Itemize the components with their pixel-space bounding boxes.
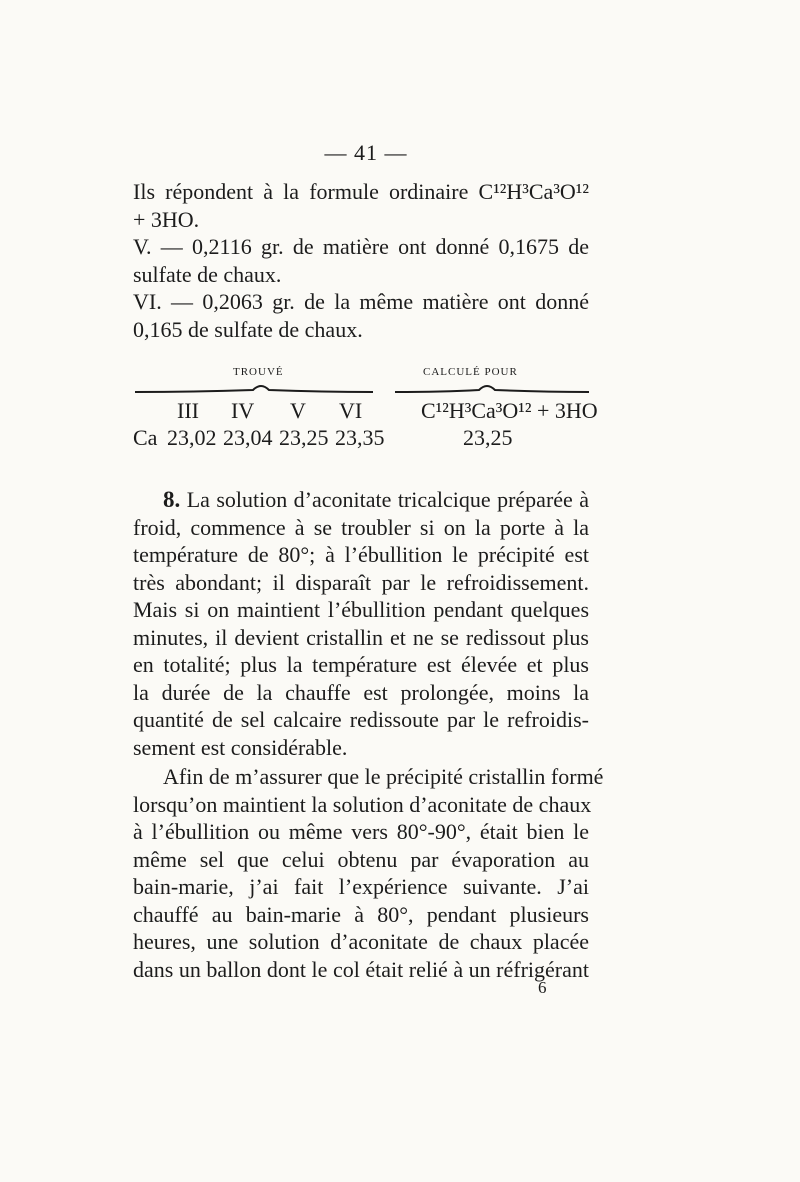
text-line: 0,165 de sulfate de chaux. — [133, 316, 363, 342]
section-8 — [133, 486, 589, 761]
signature-mark: 6 — [538, 978, 547, 997]
brace-rules — [133, 380, 589, 398]
text-line: quantité de sel calcaire redissoute par le refroidis- — [133, 707, 589, 732]
header-found: TROUVÉ — [233, 366, 284, 378]
text-line: chauffé au bain-marie à 80°, pendant plusieurs — [133, 901, 589, 927]
section-number: 8. — [163, 487, 181, 512]
value-V: 23,25 — [279, 425, 329, 450]
value-VI: 23,35 — [335, 425, 385, 450]
text-line: Afin de m’assurer que le précipité cristallin formé — [163, 764, 604, 789]
col-formula: C¹²H³Ca³O¹² + 3HO — [421, 398, 598, 423]
text-line: très abondant; il disparaît par le refroidissement. — [133, 569, 589, 595]
row-label: Ca — [133, 425, 158, 450]
col-V: V — [290, 398, 306, 423]
text-line: V. — 0,2116 gr. de matière ont donné 0,1675 de — [133, 234, 589, 259]
paragraph-experiment — [133, 763, 604, 983]
text-line: à l’ébullition ou même vers 80°-90°, était bien le — [133, 819, 589, 844]
text-line: minutes, il devient cristallin et ne se redissout plus — [133, 624, 589, 650]
results-table-row — [133, 425, 589, 453]
page-number: — 41 — — [324, 140, 408, 165]
text-line: sulfate de chaux. — [133, 261, 282, 287]
text-line: bain-marie, j’ai fait l’expérience suivante. J’ai — [133, 874, 589, 899]
header-calculated: CALCULÉ POUR — [423, 366, 518, 378]
text-line: 8. La solution d’aconitate tricalcique préparée à — [163, 487, 589, 512]
text-line: sement est considérable. — [133, 734, 348, 760]
text-line: + 3HO. — [133, 206, 200, 232]
value-IV: 23,04 — [223, 425, 273, 450]
text-line: VI. — 0,2063 gr. de la même matière ont donné — [133, 289, 589, 314]
text-line: en totalité; plus la température est élevée et plus — [133, 652, 589, 677]
text-line: froid, commence à se troubler si on la porte à la — [133, 514, 589, 540]
paragraph-formula — [133, 178, 589, 343]
text-line: Mais si on maintient l’ébullition pendant quelques — [133, 597, 589, 622]
col-IV: IV — [231, 398, 255, 423]
text-line: dans un ballon dont le col était relié à un réfrigérant — [133, 956, 589, 982]
value-calculated: 23,25 — [463, 425, 513, 450]
results-table-header — [133, 366, 589, 396]
text-line: la durée de la chauffe est prolongée, moins la — [133, 679, 589, 705]
text-line: même sel que celui obtenu par évaporation au — [133, 846, 589, 872]
text-line: température de 80°; à l’ébullition le précipité est — [133, 542, 589, 567]
text-line: Ils répondent à la formule ordinaire C¹²H³Ca³O¹² — [133, 179, 589, 204]
text-line: lorsqu’on maintient la solution d’aconitate de chaux — [133, 791, 592, 817]
col-III: III — [177, 398, 199, 423]
col-VI: VI — [339, 398, 363, 423]
text-line: heures, une solution d’aconitate de chaux placée — [133, 929, 589, 954]
results-table-columns — [133, 398, 598, 426]
value-III: 23,02 — [167, 425, 217, 450]
